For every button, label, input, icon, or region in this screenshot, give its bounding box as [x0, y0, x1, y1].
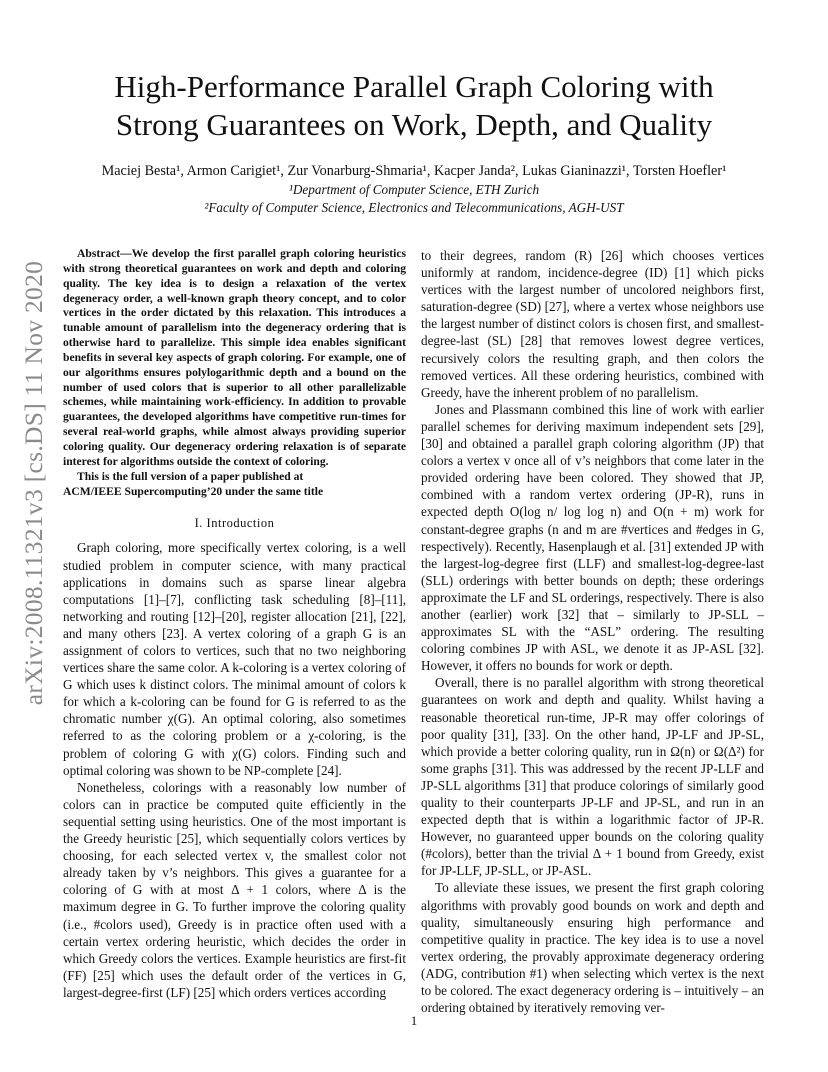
- right-paragraph-1: to their degrees, random (R) [26] which chooses vertices uniformly at random, incidence-degree (ID) [1] which picks vertices with the largest number of uncolored neighbors first, saturation-degree (SD) [27], where a vertex whose neighbors use the largest number of distinct colors is chosen first, and smallest-degree-last (SL) [28] that removes lowest degree vertices, recursively colors the resulting graph, and then colors the removed vertices. All these ordering heuristics, combined with Greedy, have the inherent problem of no parallelism.: [421, 248, 764, 400]
- left-paragraph-2: Nonetheless, colorings with a reasonably low number of colors can in practice be computed quite efficiently in the sequential setting using heuristics. One of the most important is the Greedy heuristic [25], which sequentially colors vertices by choosing, for each selected vertex v, the smallest color not already taken by v’s neighbors. This gives a guarantee for a coloring of G with at most Δ + 1 colors, where Δ is the maximum degree in G. To further improve the coloring quality (i.e., #colors used), Greedy is in practice often used with a certain vertex ordering heuristic, which decides the order in which Greedy colors the vertices. Example heuristics are first-fit (FF) [25] which uses the default order of the vertices in G, largest-degree-first (LF) [25] which orders vertices according: [63, 779, 406, 1000]
- right-paragraph-4: To alleviate these issues, we present the first graph coloring algorithms with provably good bounds on work and depth and quality, simultaneously ensuring high performance and competitive quality in practice. The key idea is to use a novel vertex ordering, the provably approximate degeneracy ordering (ADG, contribution #1) when selecting which vertex is the next to be colored. The exact degeneracy ordering is – intuitively – an ordering obtained by iteratively removing ver-: [421, 880, 764, 1016]
- full-version-note: [63, 470, 406, 500]
- title-line-1: High-Performance Parallel Graph Coloring with: [114, 69, 714, 104]
- right-paragraph-2: Jones and Plassmann combined this line of work with earlier parallel schemes for deriving maximum independent sets [29], [30] and obtained a parallel graph coloring algorithm (JP) that colors a vertex v once all of v’s neighbors that come later in the provided ordering have been colored. They showed that JP, combined with a random vertex ordering (JP-R), runs in expected depth O(log n/ log log n) and O(n + m) work for constant-degree graphs (n and m are #vertices and #edges in G, respectively). Recently, Hasenplaugh et al. [31] extended JP with the largest-log-degree first (LLF) and smallest-log-degree-last (SLL) orderings with better bounds on depth; these orderings approximate the LF and SL orderings, respectively. There is also another (earlier) work [32] that – similarly to JP-SLL – approximates SL with the “ASL” ordering. The resulting coloring combines JP with ASL, we denote it as JP-ASL [32]. However, it offers no bounds for work or depth.: [421, 401, 764, 674]
- affiliation-2: ²Faculty of Computer Science, Electronics and Telecommunications, AGH-UST: [204, 200, 624, 215]
- right-column: [421, 247, 764, 1016]
- right-paragraph-3: Overall, there is no parallel algorithm with strong theoretical guarantees on work and depth and quality. Whilst having a reasonable theoretical run-time, JP-R may offer colorings of poor quality [31], [33]. On the other hand, JP-LF and JP-SL, which provide a better coloring quality, run in Ω(n) or Ω(Δ²) for some graphs [31]. This was addressed by the recent JP-LLF and JP-SLL algorithms [31] that produce colorings of similarly good quality to their counterparts JP-LF and JP-SL, and run in an expected depth that is within a logarithmic factor of JP-R. However, no guaranteed upper bounds on the coloring quality (#colors), better than the trivial Δ + 1 bound from Greedy, exist for JP-LLF, JP-SLL, or JP-ASL.: [421, 675, 764, 879]
- authors: Maciej Besta¹, Armon Carigiet¹, Zur Vonarburg-Shmaria¹, Kacper Janda², Lukas Gianinazzi¹, Torsten Hoefler¹: [101, 163, 727, 179]
- abstract: Abstract—We develop the first parallel graph coloring heuristics with strong theoretical guarantees on work and depth and coloring quality. The key idea is to design a relaxation of the vertex degeneracy order, a well-known graph theory concept, and to color vertices in the order dictated by this relaxation. This introduces a tunable amount of parallelism into the degeneracy ordering that is otherwise hard to parallelize. This simple idea enables significant benefits in several key aspects of graph coloring. For example, one of our algorithms ensures polylogarithmic depth and a bound on the number of used colors that is superior to all other parallelizable schemes, while maintaining work-efficiency. In addition to provable guarantees, the developed algorithms have competitive run-times for several real-world graphs, while almost always providing superior coloring quality. Our degeneracy ordering relaxation is of separate interest for algorithms outside the context of coloring.: [63, 247, 406, 468]
- page-number: 1: [410, 1013, 418, 1028]
- title-line-2: Strong Guarantees on Work, Depth, and Quality: [115, 107, 713, 142]
- left-column: [63, 247, 406, 1001]
- arxiv-stamp: [14, 260, 54, 706]
- full-version-line-2: ACM/IEEE Supercomputing’20 under the same title: [63, 484, 324, 498]
- arxiv-stamp-text: arXiv:2008.11321v3 [cs.DS] 11 Nov 2020: [19, 260, 48, 706]
- left-paragraph-1: Graph coloring, more specifically vertex coloring, is a well studied problem in computer science, with many practical applications in domains such as sparse linear algebra computations [1]–[7], conflicting task scheduling [8]–[11], networking and routing [12]–[20], register allocation [21], [22], and many others [23]. A vertex coloring of a graph G is an assignment of colors to vertices, such that no two neighboring vertices share the same color. A k-coloring is a vertex coloring of G which uses k distinct colors. The minimal amount of colors k for which a k-coloring can be found for G is referred to as the chromatic number χ(G). An optimal coloring, also sometimes referred to as the coloring problem or a χ-coloring, is the problem of coloring G with χ(G) colors. Finding such and optimal coloring was shown to be NP-complete [24].: [63, 540, 406, 778]
- section-heading: I. Introduction: [194, 516, 275, 531]
- affiliation-1: ¹Department of Computer Science, ETH Zurich: [288, 182, 540, 197]
- paper-title: [60, 68, 768, 144]
- full-version-line-1: This is the full version of a paper published at: [77, 469, 304, 483]
